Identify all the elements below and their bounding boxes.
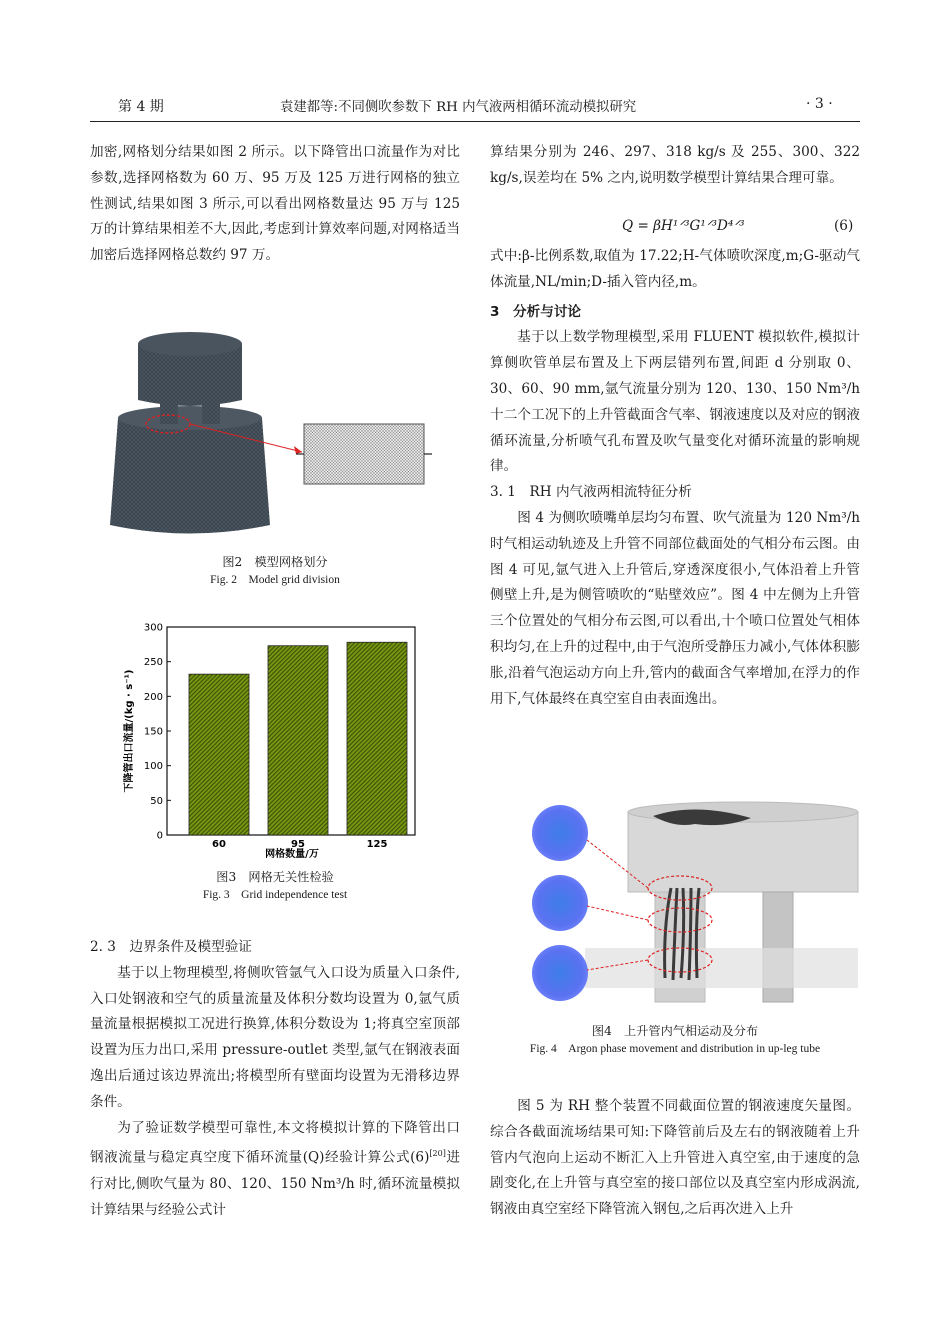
running-header-title: 袁建都等:不同侧吹参数下 RH 内气液两相循环流动模拟研究 <box>280 100 637 115</box>
y-tick-label: 0 <box>156 830 163 842</box>
section-2-3-heading: 2. 3 边界条件及模型验证 <box>90 939 252 955</box>
header-rule <box>90 121 860 122</box>
right-para-1: 算结果分别为 246、297、318 kg/s 及 255、300、322 kg/s,误差均在 5% 之内,说明数学模型计算结果合理可靠。 <box>490 144 860 186</box>
figure-4-gas-phase <box>525 798 865 1013</box>
figure-2-caption: 图2 模型网格划分 Fig. 2 Model grid division <box>210 555 340 586</box>
figure-2-mesh-model <box>110 320 440 540</box>
y-tick-label: 150 <box>143 726 163 738</box>
y-tick-label: 300 <box>143 622 163 634</box>
left-para-2: 基于以上物理模型,将侧吹管氩气入口设为质量入口条件,入口处钢液和空气的质量流量及体积分数均设置为 0,氩气质量流量根据模拟工况进行换算,体积分数设为 1;将真空室顶部设置为压力出口,采用 pressure-outlet 类型,氩气在钢液表面逸出后通过该边界流出;将模型所有壁面均设置为无滑移边界条件。 <box>90 964 460 1110</box>
x-tick-label: 95 <box>291 839 305 850</box>
y-tick-label: 200 <box>143 691 163 703</box>
bar-95 <box>268 646 328 835</box>
figure-3-caption: 图3 网格无关性检验 Fig. 3 Grid independence test <box>202 870 348 901</box>
figure-3-bar-chart <box>110 615 420 865</box>
bar-60 <box>189 674 249 835</box>
x-axis-label: 网格数量/万 <box>265 849 319 860</box>
y-tick-label: 50 <box>150 795 163 807</box>
left-section-2-3 <box>90 935 460 1223</box>
right-body <box>490 244 860 712</box>
y-axis-label: 下降管出口流量/(kg · s⁻¹) <box>124 669 135 793</box>
running-header-issue: 第 4 期 <box>118 99 164 115</box>
page-number: · 3 · <box>806 96 833 112</box>
cross-section-top <box>532 805 588 861</box>
figure-4-caption: 图4 上升管内气相运动及分布 Fig. 4 Argon phase movement and distribution in up-leg tube <box>529 1024 821 1055</box>
y-tick-label: 100 <box>143 761 163 773</box>
bar-125 <box>347 642 407 835</box>
zoom-detail-mesh <box>304 424 424 484</box>
right-para-5: 图 5 为 RH 整个装置不同截面位置的钢液速度矢量图。综合各截面流场结果可知:下降管前后及左右的钢液随着上升管内气泡向上运动不断汇入上升管进入真空室,由于速度的急剧变化,在上升管与真空室的接口部位以及真空室内形成涡流,钢液由真空室经下降管流入钢包,之后再次进入上升 <box>490 1098 860 1218</box>
section-3-heading: 3 分析与讨论 <box>490 303 582 320</box>
left-para-1: 加密,网格划分结果如图 2 所示。以下降管出口流量作为对比参数,选择网格数为 60 万、95 万及 125 万进行网格的独立性测试,结果如图 3 所示,可以看出网格数量达 95 万与 125 万的计算结果相差不大,因此,考虑到计算效率问题,对网格适当加密后选择网格总数约 97 万。 <box>90 144 460 264</box>
equation-6: Q = βH¹ᐟ³G¹ᐟ³D⁴ᐟ³ <box>622 218 745 234</box>
x-tick-label: 125 <box>366 839 388 850</box>
right-para-2: 式中:β-比例系数,取值为 17.22;H-气体喷吹深度,m;G-驱动气体流量,NL/min;D-插入管内径,m。 <box>490 248 860 290</box>
equation-number: (6) <box>834 218 854 234</box>
section-3-1-heading: 3. 1 RH 内气液两相流特征分析 <box>490 484 692 501</box>
x-tick-label: 60 <box>212 839 226 850</box>
left-para-3: 为了验证数学模型可靠性,本文将模拟计算的下降管出口钢液流量与稳定真空度下循环流量(Q)经验计算公式(6)[20]进行对比,侧吹气量为 80、120、150 Nm³/h 时,循环流量模拟计算结果与经验公式计 <box>90 1119 460 1218</box>
right-para-3: 基于以上数学物理模型,采用 FLUENT 模拟软件,模拟计算侧吹管单层布置及上下两层错列布置,间距 d 分别取 0、30、60、90 mm,氩气流量分别为 120、130、150 Nm³/h 十二个工况下的上升管截面含气率、钢液速度以及对应的钢液循环流量,分析喷气孔布置及吹气量变化对循环流量的影响规律。 <box>490 329 860 475</box>
y-tick-label: 250 <box>143 657 163 669</box>
cross-section-bottom <box>532 945 588 1001</box>
cross-section-middle <box>532 875 588 931</box>
right-para-4: 图 4 为侧吹喷嘴单层均匀布置、吹气流量为 120 Nm³/h 时气相运动轨迹及上升管不同部位截面处的气相分布云图。由图 4 可见,氩气进入上升管后,穿透深度很小,气体沿着上升管侧壁上升,是为侧管喷吹的“贴壁效应”。图 4 中左侧为上升管三个位置处的气相分布云图,可以看出,十个喷口位置处气相体积均匀,在上升的过程中,由于气泡所受静压力减小,气体体积膨胀,沿着气泡运动方向上升,管内的截面含气率增加,在浮力的作用下,气体最终在真空室自由表面逸出。 <box>490 509 860 707</box>
